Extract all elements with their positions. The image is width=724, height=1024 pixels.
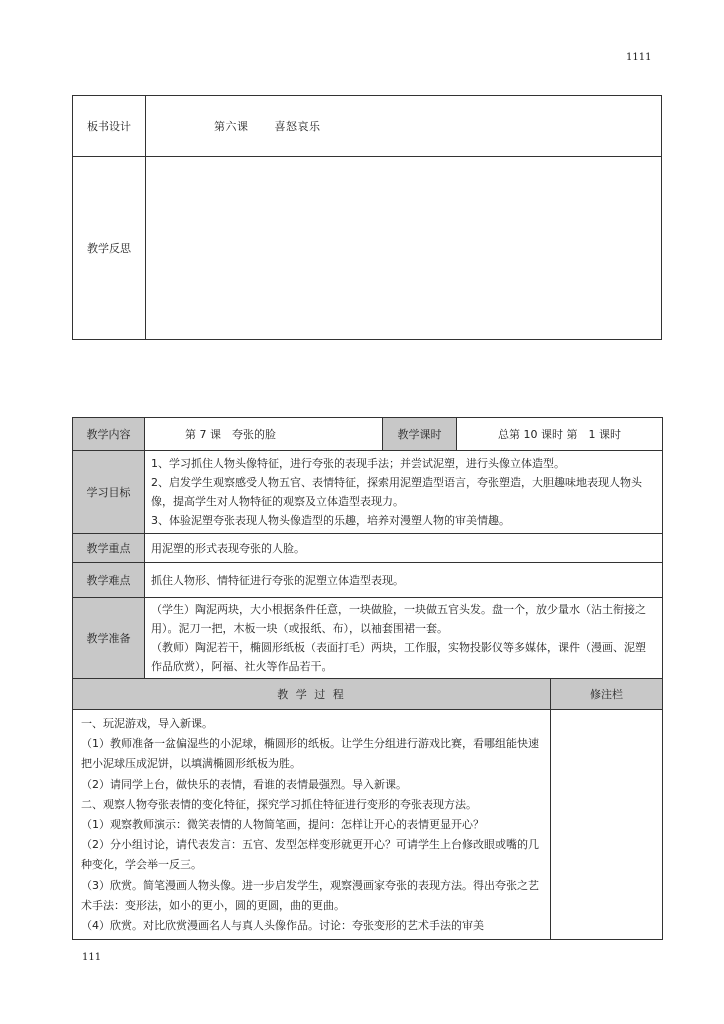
teaching-hours-value: 总第 10 课时 第 1 课时 (457, 418, 663, 451)
teaching-key-label: 教学重点 (73, 534, 145, 563)
board-design-label: 板书设计 (73, 96, 146, 157)
process-paragraph: （4）欣赏。对比欣赏漫画名人与真人头像作品。讨论：夸张变形的艺术手法的审美 (81, 919, 484, 933)
process-paragraph: 二、观察人物夸张表情的变化特征，探究学习抓住特征进行变形的夸张表现方法。 (81, 797, 477, 811)
process-paragraph: （2）请同学上台，做快乐的表情，看谁的表情最强烈。导入新课。 (81, 777, 407, 791)
teaching-difficulty-label: 教学难点 (73, 563, 145, 598)
teaching-process-content (73, 710, 551, 940)
preparation-teacher: （教师）陶泥若干，椭圆形纸板（表面打毛）两块，工作服，实物投影仪等多媒体，课件（漫画、泥塑作品欣赏），阿福、社火等作品若干。 (151, 641, 646, 673)
teaching-reflection-label: 教学反思 (73, 157, 146, 340)
page-number-top: 1111 (626, 52, 652, 63)
goal-item: 1、学习抓住人物头像特征，进行夸张的表现手法；并尝试泥塑，进行头像立体造型。 (151, 457, 565, 470)
teaching-content-value: 第 7 课 夸张的脸 (145, 418, 383, 451)
teaching-reflection-content (146, 157, 662, 340)
lesson-plan-table (72, 417, 663, 940)
teaching-preparation-label: 教学准备 (73, 598, 145, 679)
board-lesson-title: 喜怒哀乐 (274, 120, 321, 133)
process-paragraph: （1）观察教师演示：微笑表情的人物简笔画，提问：怎样让开心的表情更显开心？ (81, 818, 484, 832)
teaching-difficulty-value: 抓住人物形、情特征进行夸张的泥塑立体造型表现。 (145, 563, 663, 598)
teaching-hours-label: 教学课时 (383, 418, 457, 451)
board-design-content (146, 96, 662, 157)
preparation-student: （学生）陶泥两块，大小根据条件任意，一块做脸，一块做五官头发。盘一个，放少量水（沾土衔接之用）。泥刀一把，木板一块（或报纸、布），以袖套围裙一套。 (151, 603, 646, 635)
notes-column-content (551, 710, 663, 940)
teaching-preparation-content (145, 598, 663, 679)
goal-item: 3、体验泥塑夸张表现人物头像造型的乐趣，培养对漫塑人物的审美情趣。 (151, 514, 510, 527)
process-paragraph: （1）教师准备一盆偏湿些的小泥球，椭圆形的纸板。让学生分组进行游戏比赛，看哪组能快速把小泥球压成泥饼，以填满椭圆形纸板为胜。 (81, 737, 539, 771)
teaching-process-header: 教 学 过 程 (73, 679, 551, 710)
board-design-table (72, 95, 662, 340)
teaching-content-label: 教学内容 (73, 418, 145, 451)
page-number-bottom: 111 (82, 952, 102, 963)
teaching-key-value: 用泥塑的形式表现夸张的人脸。 (145, 534, 663, 563)
board-lesson-number: 第六课 (214, 120, 249, 133)
learning-goals-label: 学习目标 (73, 451, 145, 534)
process-paragraph: （2）分小组讨论，请代表发言：五官、发型怎样变形就更开心？可请学生上台修改眼或嘴的几种变化，学会举一反三。 (81, 838, 539, 872)
notes-column-header: 修注栏 (551, 679, 663, 710)
process-paragraph: （3）欣赏。简笔漫画人物头像。进一步启发学生，观察漫画家夸张的表现方法。得出夸张之艺术手法：变形法，如小的更小，圆的更圆，曲的更曲。 (81, 878, 539, 912)
learning-goals-content (145, 451, 663, 534)
goal-item: 2、启发学生观察感受人物五官、表情特征，探索用泥塑造型语言，夸张塑造，大胆趣味地表现人物头像，提高学生对人物特征的观察及立体造型表现力。 (151, 476, 642, 508)
process-paragraph: 一、玩泥游戏，导入新课。 (81, 717, 213, 730)
